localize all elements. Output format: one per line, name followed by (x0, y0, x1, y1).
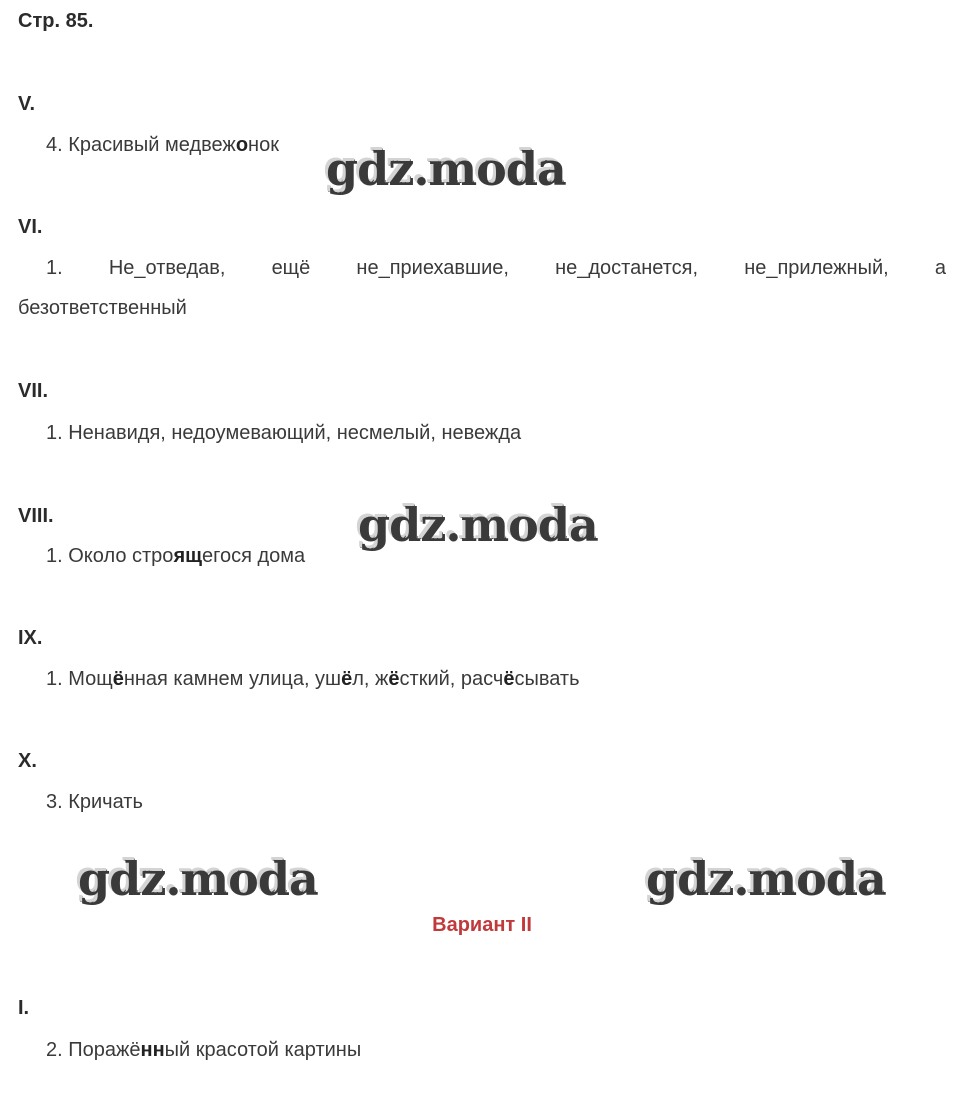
watermark-logo: gdz.moda (644, 850, 884, 904)
answer-line-v: 4. Красивый медвежонок (46, 134, 279, 156)
variant-title: Вариант II (432, 914, 532, 936)
answer-line-viii: 1. Около строящегося дома (46, 545, 306, 567)
section-heading-x: X. (18, 750, 37, 772)
answer-line-ix: 1. Мощённая камнем улица, ушёл, жёсткий, расчёсывать (46, 668, 580, 690)
watermark-logo: gdz.moda (356, 496, 596, 550)
section-heading-viii: VIII. (18, 505, 54, 527)
answer-line-vi-2: безответственный (18, 297, 187, 319)
watermark-logo: gdz.moda (76, 850, 316, 904)
section-heading-vii: VII. (18, 380, 49, 402)
section-heading-ix: IX. (18, 627, 43, 649)
answer-line-x: 3. Кричать (46, 791, 143, 813)
section-heading-i: I. (18, 997, 30, 1019)
answer-line-i: 2. Поражённый красотой картины (46, 1039, 362, 1061)
section-heading-vi: VI. (18, 216, 43, 238)
watermark-logo: gdz.moda (324, 140, 564, 194)
answer-line-vii: 1. Ненавидя, недоумевающий, несмелый, невежда (46, 422, 522, 444)
page-label: Стр. 85. (18, 10, 94, 32)
section-heading-v: V. (18, 93, 36, 115)
answer-line-vi-1: 1. Не_отведав, ещё не_приехавшие, не_достанется, не_прилежный, а (46, 257, 946, 279)
